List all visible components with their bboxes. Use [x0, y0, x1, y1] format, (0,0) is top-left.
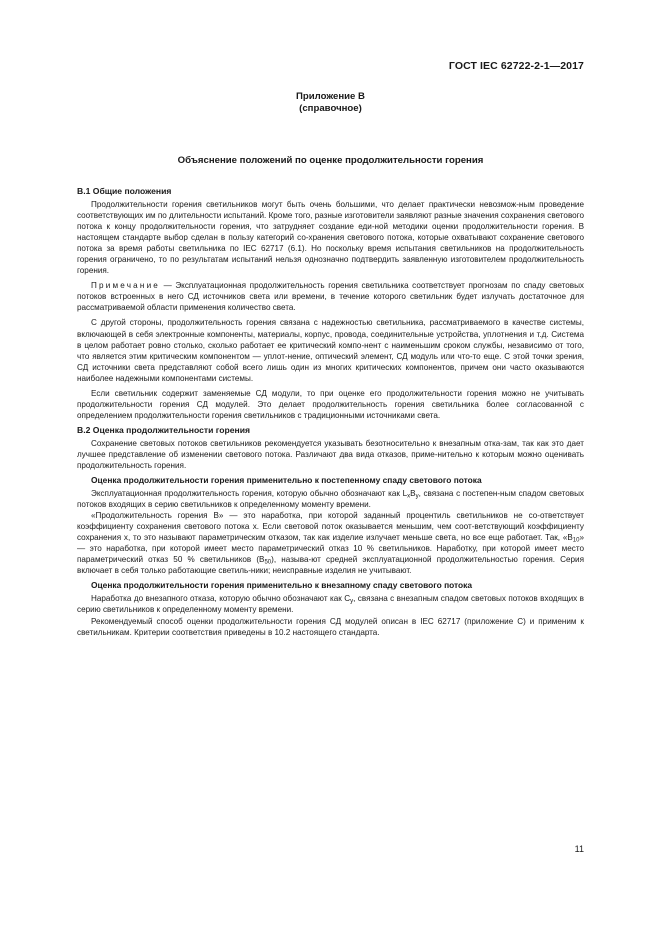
- paragraph: Сохранение световых потоков светильников рекомендуется указывать безотносительно к внезапным отка-зам, так как это дает лучшее представление об изменении светового потока. Различают два вида отказов, приме-нительно к которым можно оценивать продолжительность горения.: [77, 438, 584, 470]
- text-run: «Продолжительность горения В» — это наработка, при которой заданный процентиль светильников не со-ответствует коэффициенту сохранения светового потока x. Если световой поток оказывается меньшим, чем соот-ветствующий коэффициенту сохранения x, то это называют параметрическим отказом, так как изделие излучает меньше света, но все еще работает. Так, «B: [77, 511, 584, 543]
- section-heading-b2: В.2 Оценка продолжительности горения: [77, 424, 251, 435]
- section-heading-b1: В.1 Общие положения: [77, 186, 172, 196]
- paragraph: С другой стороны, продолжительность горения связана с надежностью светильника, рассматриваемого в качестве системы, включающей в себя электронные компоненты, материалы, корпус, провода, соединительные устройства, уплотнения и т.д. Система в целом работает ровно столько, сколько работает ее критический компо-нент с наименьшим сроком службы, независимо от того, что является этим критическим компонентом — уплот-нение, оптический элемент, СД модуль или что-то еще. С этой точки зрения, СД источники света представляют собой всего лишь один из многих критических компонентов, причем они часто оказываются наиболее надежными компонентами системы.: [77, 318, 584, 383]
- text-run: , связана с внезапным спадом световых потоков входящих в серию светильников к определенному моменту времени.: [77, 594, 584, 615]
- note-paragraph: [77, 280, 584, 313]
- standard-code-header: ГОСТ IEC 62722-2-1—2017: [448, 60, 584, 72]
- paragraph: [77, 510, 584, 576]
- subscript: 50: [264, 559, 272, 566]
- paragraph: Рекомендуемый способ оценки продолжительности горения СД модулей описан в IEC 62717 (приложение С) и применим к светильникам. Критерии соответствия приведены в 10.2 настоящего стандарта.: [77, 616, 584, 637]
- note-text: — Эксплуатационная продолжительность горения светильника соответствует прогнозам по спаду световых потоков встроенных в него СД источников света или времени, в течение которого светильник будет излучать достаточное для рассматриваемой области применения количество света.: [77, 281, 584, 313]
- page-number: 11: [574, 844, 584, 854]
- subscript: y: [415, 493, 419, 500]
- subscript: y: [350, 598, 354, 605]
- paragraph: [77, 593, 584, 615]
- subscript: x: [407, 493, 411, 500]
- paragraph: [77, 488, 584, 510]
- text-run: , связана с постепен-ным спадом световых потоков входящих в серию светильников к определенному моменту времени.: [77, 489, 584, 510]
- appendix-heading: [0, 91, 661, 114]
- appendix-subtitle: (справочное): [299, 102, 362, 114]
- text-run: » — это наработка, при которой имеет место параметрический отказ 10 % светильников. Наработку, при которой имеет место параметрический отказ 50 % светильников (B: [77, 533, 584, 565]
- subsection-heading-gradual: Оценка продолжительности горения применительно к постепенному спаду светового потока: [91, 475, 482, 486]
- page-title: Объяснение положений по оценке продолжительности горения: [177, 155, 484, 166]
- text-run: Наработка до внезапного отказа, которую обычно обозначают как C: [91, 594, 351, 604]
- paragraph: Продолжительности горения светильников могут быть очень большими, что делает практически невозмож-ным проведение соответствующих им по длительности испытаний. Кроме того, разные изготовители заявляют разные значения сохранения светового потока к концу продолжительности горения, что затрудняет создание еди-ной методики оценки продолжительности горения. В настоящем стандарте выбор сделан в пользу категорий со-хранения светового потока, которые охватывают сохранение светового потока за время работы светильника по IEC 62717 (6.1). Но поскольку время испытания светильников на продолжительность горения ограничено, то по результатам испытаний нельзя однозначно подтвердить заявленную изготовителем продолжительность горения.: [77, 200, 584, 276]
- text-run: ), называ-ют средней эксплуатационной продолжительностью горения. Серия включает в себя только работающие светиль-ники; неисправные изделия не учитывают.: [77, 555, 584, 576]
- text-run: Эксплуатационная продолжительность горения, которую обычно обозначают как L: [91, 489, 408, 499]
- appendix-title: Приложение В: [296, 91, 365, 102]
- text-run: B: [410, 489, 416, 499]
- paragraph: Если светильник содержит заменяемые СД модули, то при оценке его продолжительности горения можно не учитывать продолжительности горения СД модулей. Это делает продолжительность горения светильника более согласованной с определением продолжительности горения светильников с традиционными источниками света.: [77, 388, 584, 420]
- note-label: Примечание: [91, 281, 161, 291]
- subsection-heading-sudden: Оценка продолжительности горения применительно к внезапному спаду светового потока: [91, 580, 472, 591]
- document-body: [77, 182, 584, 638]
- subscript: 10: [572, 537, 580, 544]
